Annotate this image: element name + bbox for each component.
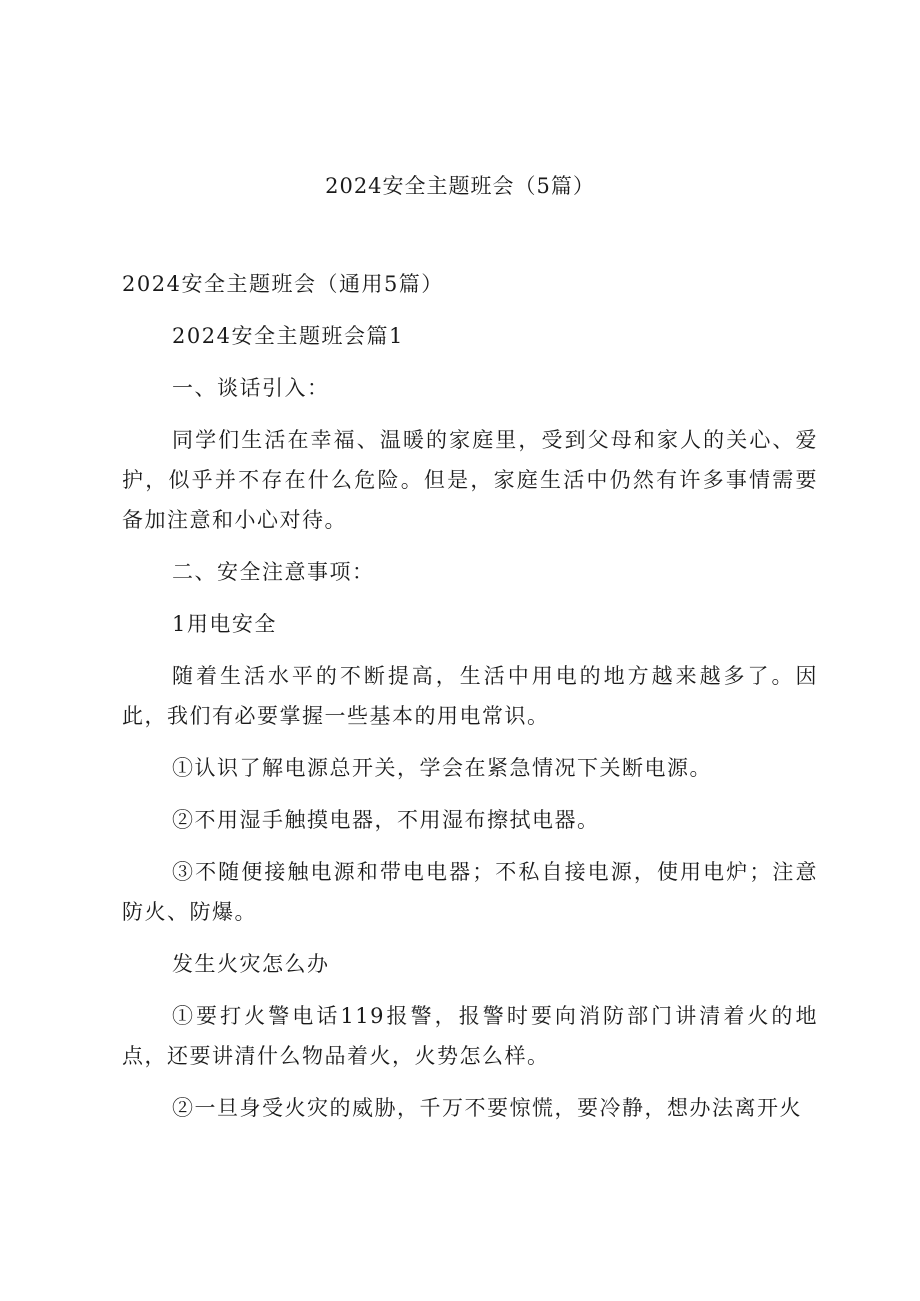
list-item: ③不随便接触电源和带电电器；不私自接电源，使用电炉；注意防火、防爆。 [122,860,818,924]
list-item: ②不用湿手触摸电器，不用湿布擦拭电器。 [172,808,600,832]
paragraph: 同学们生活在幸福、温暖的家庭里，受到父母和家人的关心、爱护，似乎并不存在什么危险。但是，家庭生活中仍然有许多事情需要备加注意和小心对待。 [122,428,818,532]
paragraph: 1用电安全 [172,612,277,636]
document-subtitle: 2024安全主题班会（通用5篇） [122,272,444,296]
section-heading: 2024安全主题班会篇1 [172,324,404,348]
document-title: 2024安全主题班会（5篇） [325,174,595,198]
list-item: ②一旦身受火灾的威胁，千万不要惊慌，要冷静，想办法离开火 [172,1096,802,1120]
paragraph: 随着生活水平的不断提高，生活中用电的地方越来越多了。因此，我们有必要掌握一些基本的用电常识。 [122,664,818,728]
list-item: ①要打火警电话119报警，报警时要向消防部门讲清着火的地点，还要讲清什么物品着火，火势怎么样。 [122,1004,818,1068]
list-item: ①认识了解电源总开关，学会在紧急情况下关断电源。 [172,756,712,780]
paragraph: 二、安全注意事项： [172,560,375,584]
document-body [122,264,818,1140]
paragraph: 发生火灾怎么办 [172,952,330,976]
paragraph: 一、谈话引入： [172,376,330,400]
